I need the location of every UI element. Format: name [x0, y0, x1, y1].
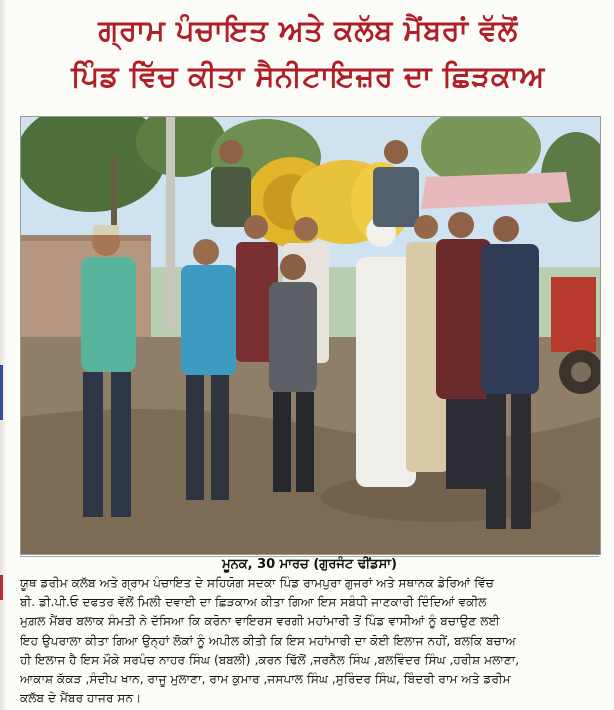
margin-marker-blue — [0, 365, 3, 420]
page-margin — [0, 0, 7, 710]
body-line: ਇਹ ਉਪਰਾਲਾ ਕੀਤਾ ਗਿਆ ਉਨ੍ਹਾਂ ਲੋਕਾਂ ਨੂੰ ਅਪੀਲ ਕੀਤੀ ਕਿ ਇਸ ਮਹਾਂਮਾਰੀ ਦਾ ਕੋਈ ਇਲਾਜ ਨਹੀਂ, ਬਲਕਿ ਬਚਾਅ — [20, 633, 516, 648]
body-line: ਮੁਗ਼ਲ ਮੈਂਬਰ ਬਲਾਕ ਸੰਮਤੀ ਨੇ ਦੱਸਿਆ ਕਿ ਕਰੋਨਾ ਵਾਇਰਸ ਵਰਗੀ ਮਹਾਂਮਾਰੀ ਤੋਂ ਪਿੰਡ ਵਾਸੀਆਂ ਨੂੰ ਬਚਾਉਣ ਲਈ — [20, 614, 500, 629]
body-line: ਹੀ ਇਲਾਜ ਹੈ ਇਸ ਮੌਕੇ ਸਰਪੰਚ ਨਾਹਰ ਸਿੰਘ (ਬਬਲੀ) ,ਕਰਨ ਢਿੱਲੋਂ ,ਜਰਨੈਲ ਸਿੰਘ ,ਬਲਵਿੰਦਰ ਸਿੰਘ ,ਹਰੀਸ਼ ਮਲਾਣਾ, — [20, 652, 520, 667]
dateline: ਮੂਨਕ, 30 ਮਾਰਚ (ਗੁਰਜੰਟ ਢੀਂਡਸਾ) — [222, 557, 397, 572]
headline-line-1: ਗ੍ਰਾਮ ਪੰਚਾਇਤ ਅਤੇ ਕਲੱਬ ਮੈਂਬਰਾਂ ਵੱਲੋਂ — [98, 13, 518, 47]
article-body — [20, 574, 600, 708]
news-photo — [20, 116, 601, 555]
headline-line-2: ਪਿੰਡ ਵਿੱਚ ਕੀਤਾ ਸੈਨੀਟਾਇਜ਼ਰ ਦਾ ਛਿੜਕਾਅ — [71, 59, 545, 93]
body-line: ਆਕਾਸ਼ ਕੱਕੜ ,ਸੰਦੀਪ ਖਾਨ, ਰਾਜੂ ਮੁਲਾਣਾ, ਰਾਮ ਕੁਮਾਰ ,ਜਸਪਾਲ ਸਿੰਘ ,ਸੁਰਿੰਦਰ ਸਿੰਘ, ਬਿੰਦਰੀ ਰਾਮ ਅਤੇ ਡਰੀਮ — [20, 672, 511, 687]
body-line: ਬੀ. ਡੀ.ਪੀ.ਓ ਦਫਤਰ ਵੱਲੋਂ ਮਿਲੀ ਦਵਾਈ ਦਾ ਛਿੜਕਾਅ ਕੀਤਾ ਗਿਆ ਇਸ ਸਬੰਧੀ ਜਾਣਕਾਰੀ ਦਿੰਦਿਆਂ ਵਕੀਲ — [20, 595, 487, 610]
photo-caption-bar — [20, 556, 599, 573]
margin-marker-red — [0, 575, 3, 600]
body-line: ਯੂਥ ਡਰੀਮ ਕਲੱਬ ਅਤੇ ਗ੍ਰਾਮ ਪੰਚਾਇਤ ਦੇ ਸਹਿਯੋਗ ਸਦਕਾ ਪਿੰਡ ਰਾਮਪੁਰਾ ਗੁਜਰਾਂ ਅਤੇ ਸਥਾਨਕ ਡੇਰਿਆਂ ਵਿੱਚ — [20, 576, 495, 590]
body-line: ਕਲੱਬ ਦੇ ਮੈਂਬਰ ਹਾਜਰ ਸਨ। — [20, 691, 142, 706]
